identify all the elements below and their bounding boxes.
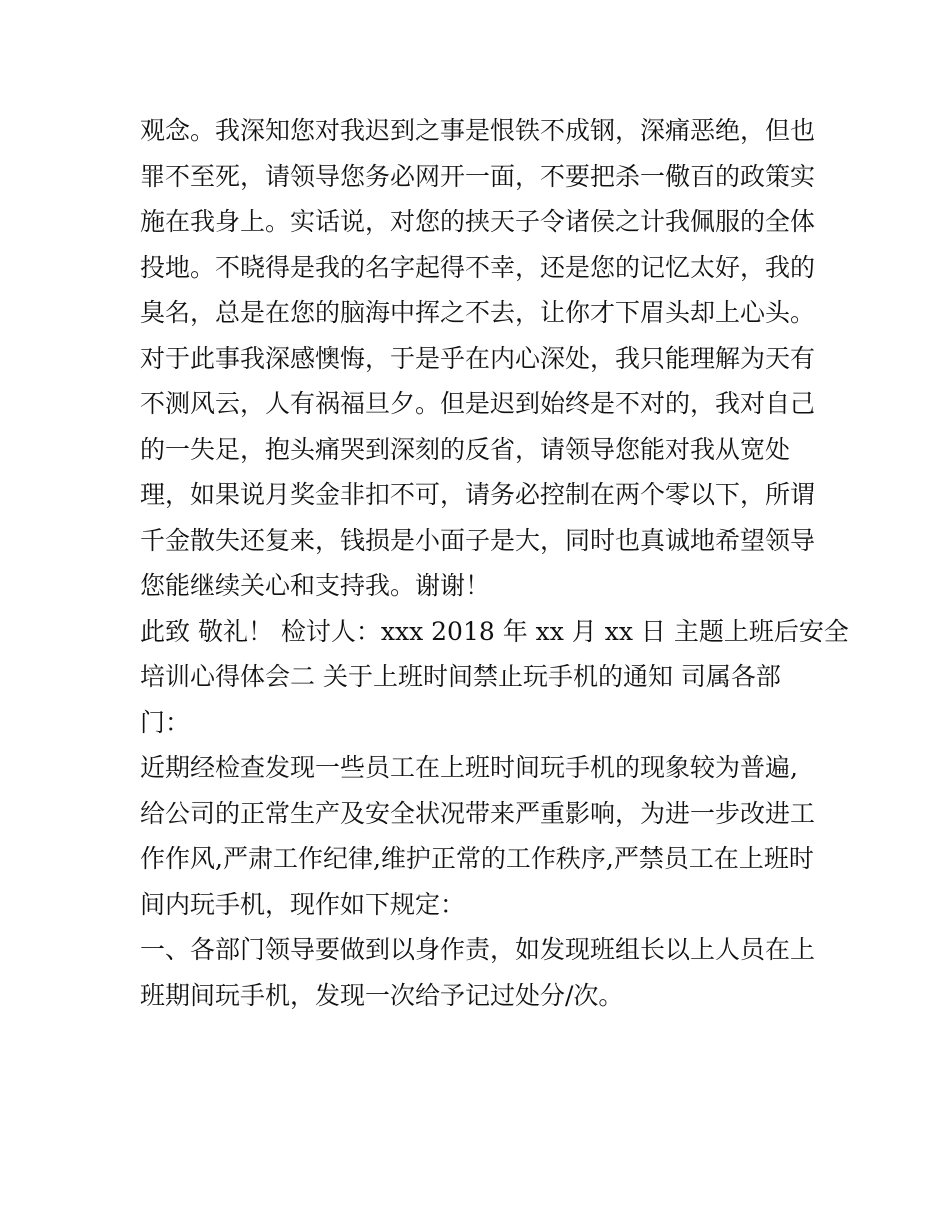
text-line: 观念。我深知您对我迟到之事是恨铁不成钢，深痛恶绝，但也 [140,116,816,145]
text-line: 施在我身上。实话说，对您的挟天子令诸侯之计我佩服的全体 [140,207,816,236]
text-line: 的一失足，抱头痛哭到深刻的反省，请领导您能对我从宽处 [140,434,791,464]
text-line: 近期经检查发现一些员工在上班时间玩手机的现象较为普遍, [140,753,798,782]
text-line: 不测风云，人有祸福旦夕。但是迟到始终是不对的，我对自己 [140,389,816,418]
text-line: 间内玩手机，现作如下规定： [140,889,466,919]
text-line: 给公司的正常生产及安全状况带来严重影响，为进一步改进工 [140,798,816,828]
text-line: 理，如果说月奖金非扣不可，请务必控制在两个零以下，所谓 [140,480,816,509]
text-line: 您能继续关心和支持我。谢谢！ [140,571,491,600]
text-line: 作作风,严肃工作纪律,维护正常的工作秩序,严禁员工在上班时 [140,844,814,873]
text-line: 班期间玩手机，发现一次给予记过处分/次。 [140,980,624,1010]
text-line: 门： [140,707,191,737]
text-line: 臭名，总是在您的脑海中挥之不去，让你才下眉头却上心头。 [140,298,816,327]
text-line: 投地。不晓得是我的名字起得不幸，还是您的记忆太好，我的 [140,252,816,282]
text-line: 此致 敬礼！ 检讨人：xxx 2018 年 xx 月 xx 日 主题上班后安全 [140,616,849,646]
text-line: 一、各部门领导要做到以身作责，如发现班组长以上人员在上 [140,935,816,964]
text-line: 培训心得体会二 关于上班时间禁止玩手机的通知 司属各部 [140,662,781,691]
text-line: 千金散失还复来，钱损是小面子是大，同时也真诚地希望领导 [140,525,816,555]
text-line: 对于此事我深感懊悔，于是乎在内心深处，我只能理解为天有 [140,343,816,373]
text-line: 罪不至死，请领导您务必网开一面，不要把杀一儆百的政策实 [140,161,816,191]
document-body [140,108,849,1018]
